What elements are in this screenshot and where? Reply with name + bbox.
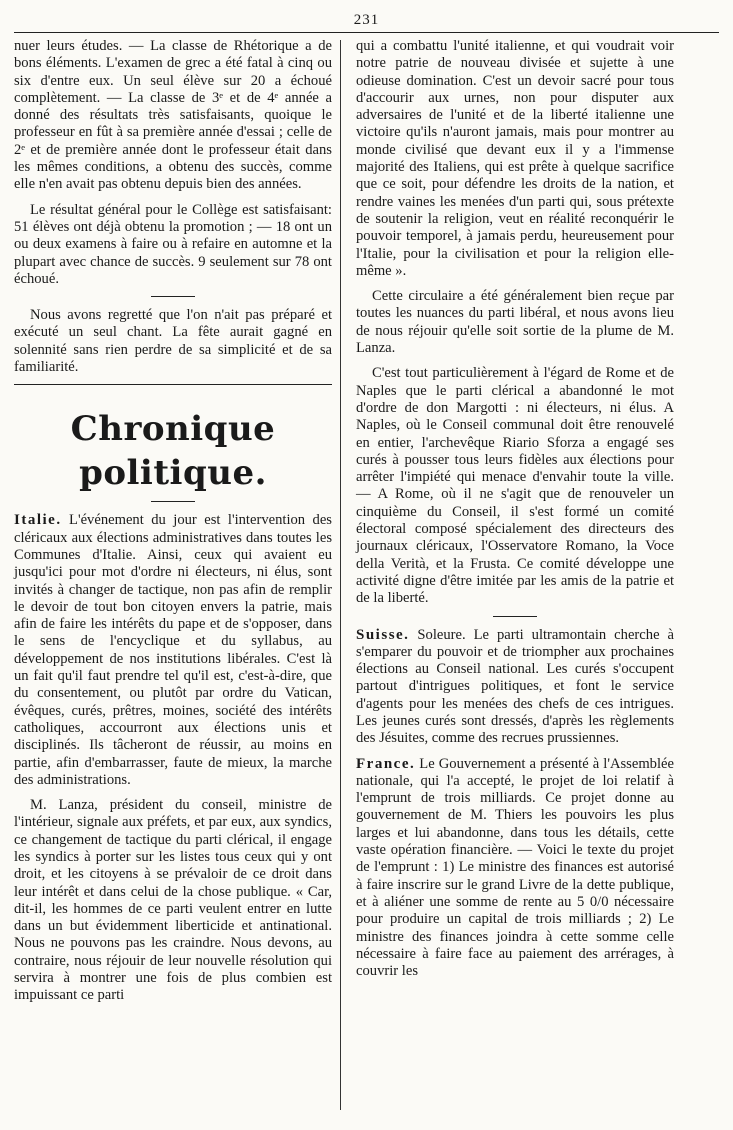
paragraph-circulaire: Cette circulaire a été généralement bien reçue par toutes les nuances du parti libéral, et nous avons lieu de nous réjouir qu'elle soit sortie de la plume de M. Lanza. bbox=[356, 288, 674, 357]
section-rule bbox=[14, 384, 332, 385]
column-divider bbox=[340, 40, 341, 1110]
paragraph-chant: Nous avons regretté que l'on n'ait pas préparé et exécuté un seul chant. La fête aurait gagné en solennité sans rien perdre de sa simplicité et de sa familiarité. bbox=[14, 307, 332, 376]
separator bbox=[493, 616, 537, 617]
country-label-france: France. bbox=[356, 755, 416, 772]
paragraph-italie-text: L'événement du jour est l'intervention des cléricaux aux élections administratives dans toutes les Communes d'Italie. Ainsi, ceux qui avaient eu jusqu'ici pour mot d'ordre ni électeurs, ni élus, sont invités à changer de tactique, non pas afin de remplir le devoir de tout bon citoyen envers la patrie, mais afin de faire les intérêts du pape et de s'opposer, dans le sens de l'encyclique et du syllabus, au développement de nos institutions libérales. C'est là un fait qu'il faut prendre tel qu'il est, c'est-à-dire, que du consentement, ou plutôt par ordre du Vatican, évêques, curés, prêtres, moines, société des intérêts catholiques, accourront aux élections unis et disciplinés. Ils tâcheront de réussir, au moins en partie, afin d'embarrasser, faute de mieux, la marche des administrations. bbox=[14, 512, 332, 788]
page-number: 231 bbox=[353, 12, 380, 28]
separator bbox=[151, 296, 195, 297]
paragraph-france bbox=[356, 756, 674, 981]
paragraph-france-text: Le Gouvernement a présenté à l'Assemblée nationale, qui l'a accepté, le projet de loi relatif à l'emprunt de trois milliards. Ce projet donne au gouvernement de M. Thiers les pouvoirs les plus larges et lui abandonne, dans tous les détails, cette vaste opération financière. — Voici le texte du projet de l'emprunt : 1) Le ministre des finances est autorisé à faire inscrire sur le grand Livre de la dette publique, et à aliéner une somme de rente au 5 0/0 nécessaire pour produire un capital de trois milliards ; 2) Le ministre des finances joindra à cette somme celle nécessaire à faire face au paiement des arrérages, à couvrir les bbox=[356, 755, 674, 980]
right-column bbox=[356, 38, 674, 988]
paragraph-rome-naples: C'est tout particulièrement à l'égard de Rome et de Naples que le parti clérical a abandonné le mot d'ordre de don Margotti : ni électeurs, ni élus. A Naples, où le Conseil communal doit être renouvelé en entier, l'archevêque Riario Sforza a engagé ses curés à pousser tous leurs fidèles aux élections pour arrêter l'impiété qui menace d'envahir toute la ville. — A Rome, où il ne s'agit que de renouveler un cinquième du Conseil, il s'est formé un comité électoral composé spécialement des directeurs des journaux cléricaux, l'Osservatore Romano, la Voce della Verità, et la Frusta. Ce comité développe une activité digne d'être imitée par les amis de la patrie et de la liberté. bbox=[356, 365, 674, 607]
paragraph-suisse-text: Soleure. Le parti ultramontain cherche à s'emparer du pouvoir et de triompher aux prochaines élections au Conseil national. Les curés s'occupent partout d'intrigues politiques, et font le service d'agents pour les menées des chefs de ces intrigues. Les jeunes curés sont dressés, d'après les règlements des Jésuites, comme des recrues prussiennes. bbox=[356, 626, 674, 747]
section-title: Chronique politique. bbox=[70, 409, 276, 494]
paragraph-rhetorique: nuer leurs études. — La classe de Rhétorique a de bons éléments. L'examen de grec a été fatal à cinq ou six d'entre eux. Un seul élève sur 20 a échoué complètement. — La classe de 3ᵉ et de 4ᵉ année a donné des résultats très satisfaisants, quoique le professeur en fût à sa première année d'essai ; celle de 2ᵉ et de première année dont le professeur était dans les mêmes conditions, a obtenu des succès, comme elle n'en avait pas obtenu depuis bien des années. bbox=[14, 38, 332, 193]
country-label-italie: Italie. bbox=[14, 512, 62, 529]
paragraph-resultat-general: Le résultat général pour le Collège est satisfaisant: 51 élèves ont déjà obtenu la promotion ; — 18 ont un ou deux examens à faire ou à refaire en automne et la plupart avec chance de succès. 9 seulement sur 78 ont échoué. bbox=[14, 201, 332, 287]
paragraph-italie bbox=[14, 512, 332, 789]
left-column bbox=[14, 38, 332, 1013]
country-label-suisse: Suisse. bbox=[356, 626, 410, 643]
separator bbox=[151, 501, 195, 502]
paragraph-circular-quote: qui a combattu l'unité italienne, et qui voudrait voir notre patrie de nouveau divisée et sujette à une odieuse domination. C'est un devoir sacré pour tous d'accourir aux urnes, non pour disputer aux adversaires de l'unité et de la liberté italienne une victoire qu'ils n'auront jamais, mais pour montrer au monde civilisé que devant eux il y a l'immense majorité des Italiens, qui est prête à quelque sacrifice que ce soit, pour défendre les droits de la nation, et rendre vaines les menées d'un parti qui, sous prétexte de soutenir la religion, veut en réalité reconquérir le pouvoir temporel, à jamais perdu, heureusement pour l'Italie, pour la civilisation et pour la religion elle-même ». bbox=[356, 38, 674, 279]
paragraph-lanza: M. Lanza, président du conseil, ministre de l'intérieur, signale aux préfets, et par eux, aux syndics, ce changement de tactique du parti clérical, il engage les syndics à porter sur les listes tous ceux qui y ont droit, et les citoyens à se prévaloir de ce droit dans leur intérêt et dans celui de la chose publique. « Car, dit-il, les hommes de ce parti veulent entrer en lutte dans un but évidemment liberticide et antinational. Nous ne pouvons pas les craindre. Nous devons, au contraire, nous réjouir de leur nouvelle résolution qui servira à montrer une fois de plus combien est impuissant ce parti bbox=[14, 797, 332, 1004]
paragraph-suisse bbox=[356, 627, 674, 748]
header-rule bbox=[14, 32, 719, 33]
